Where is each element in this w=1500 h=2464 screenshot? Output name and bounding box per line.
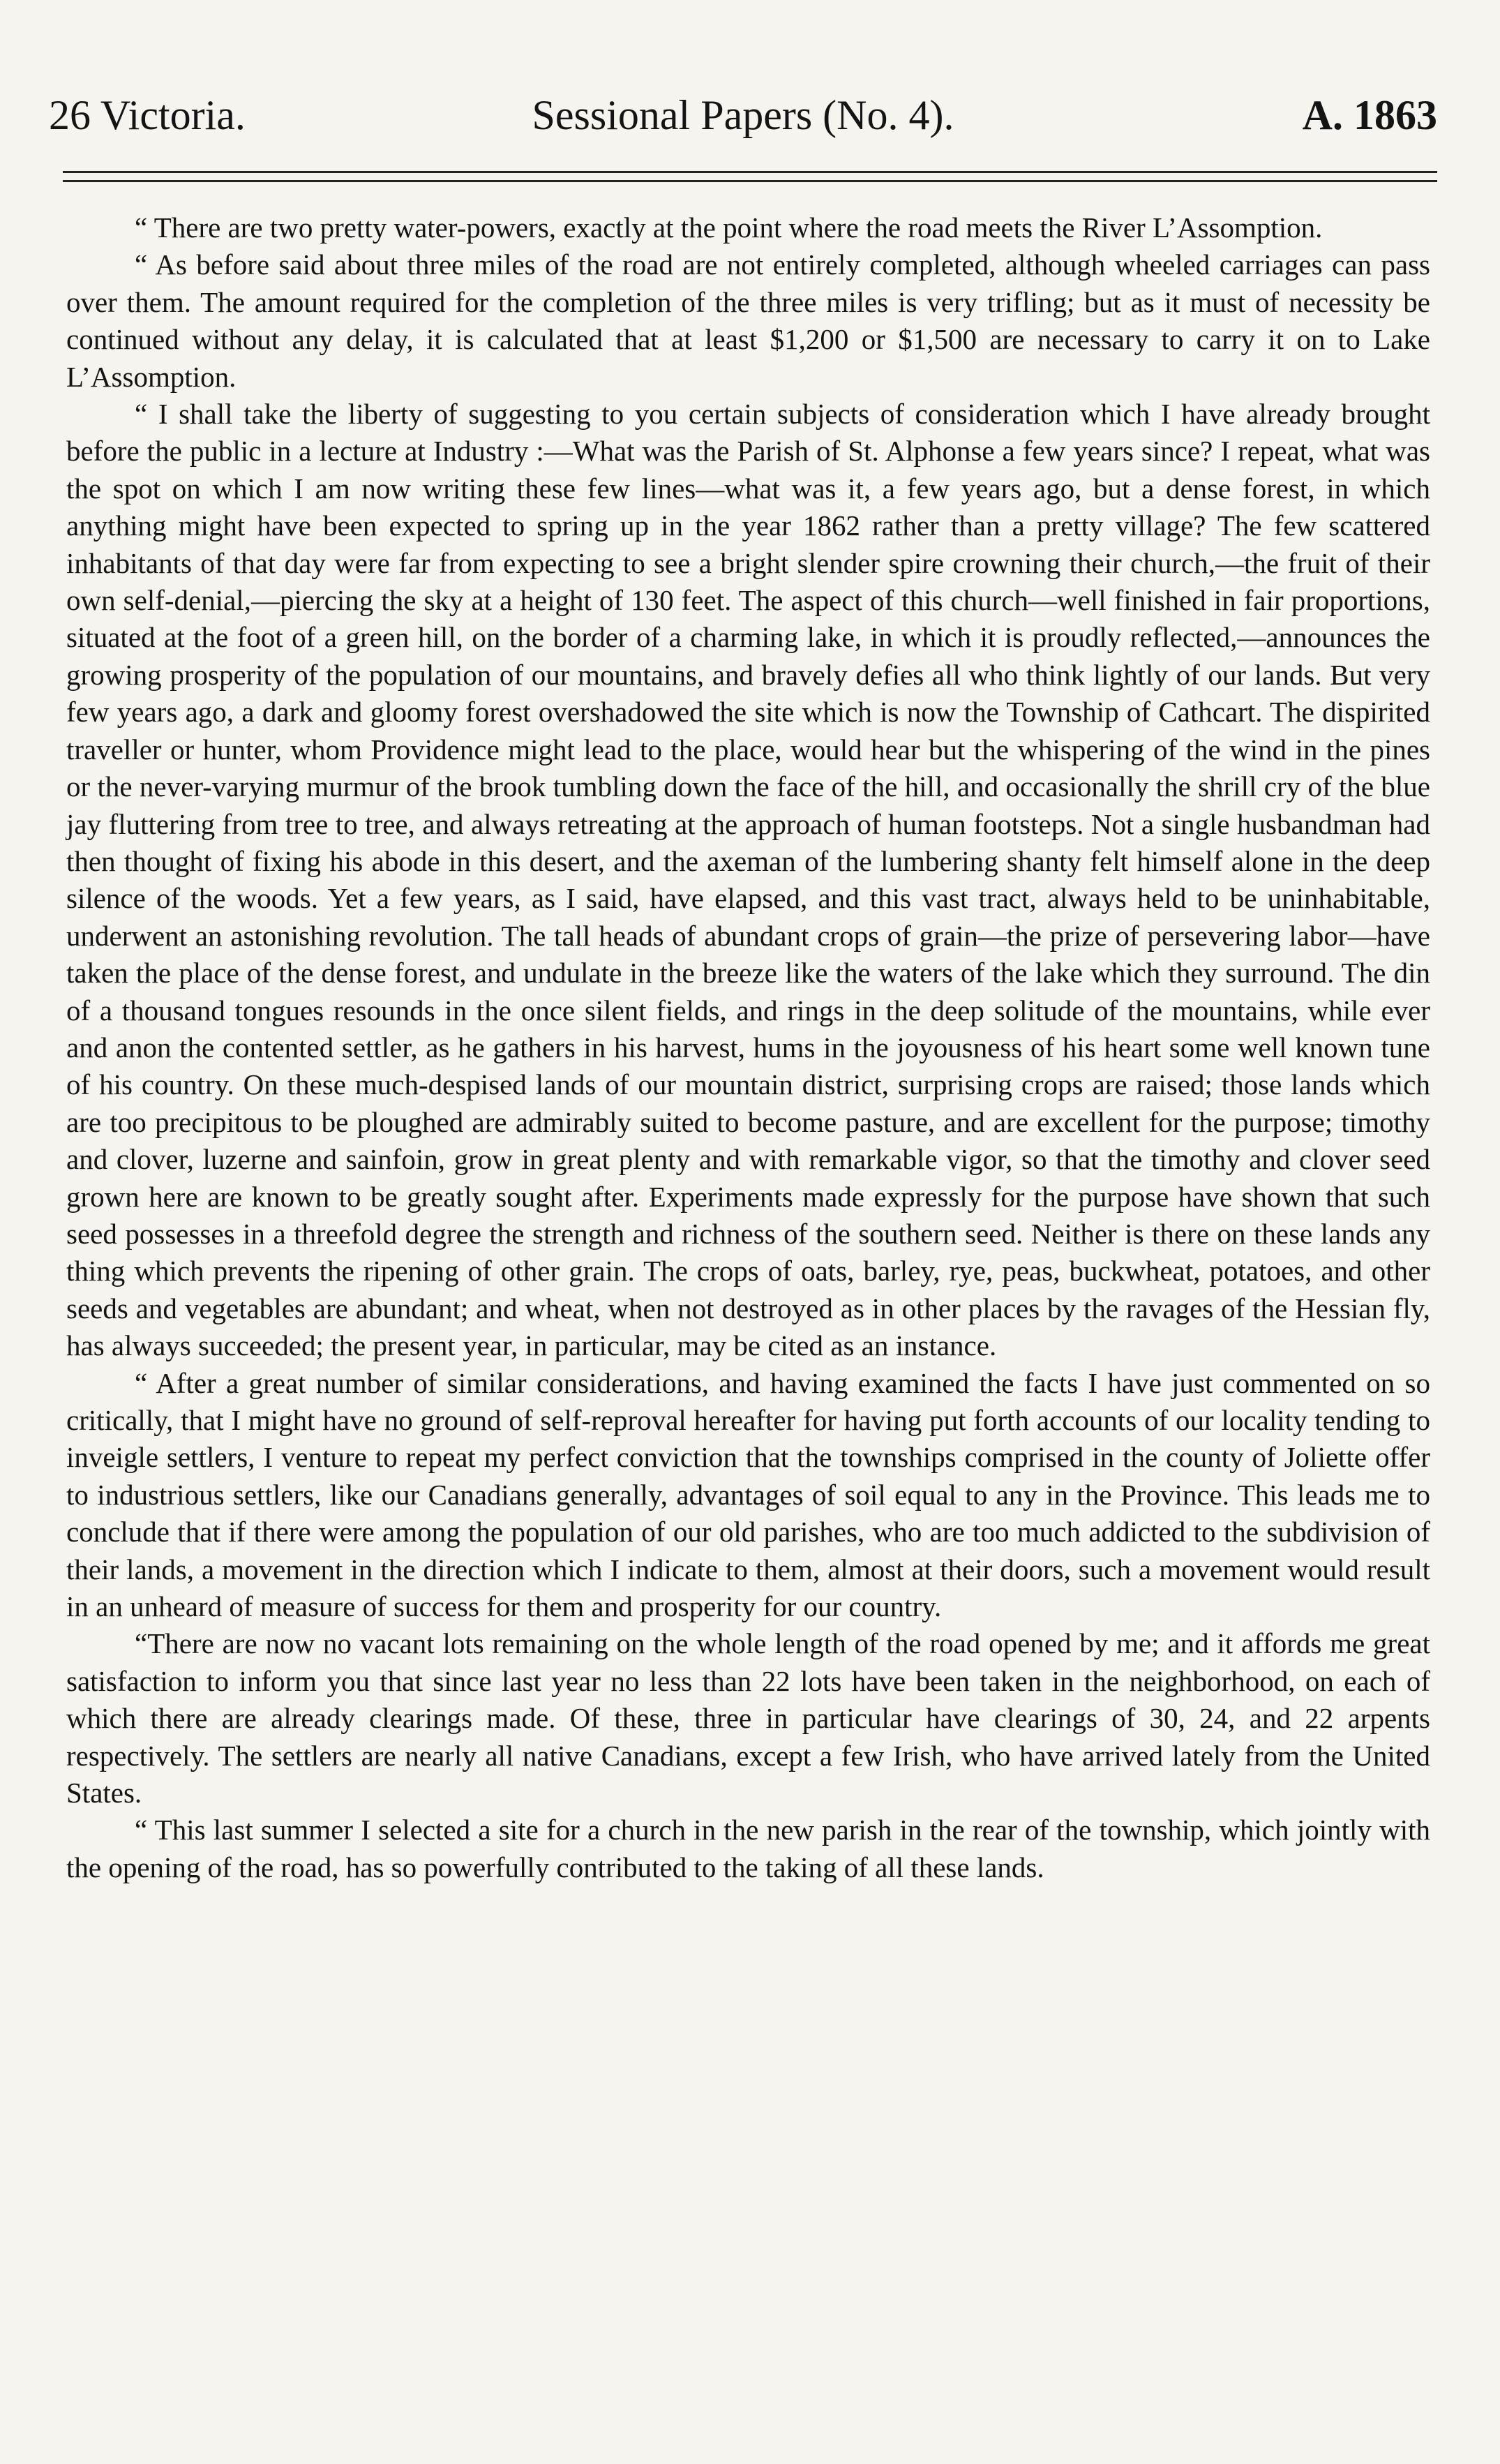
header-volume: 26 Victoria. [49,92,246,138]
paragraph: “ This last summer I selected a site for a church in the new parish in the rear of the township, which jointly with the opening of the road, has so powerfully contributed to the taking of all these lands. [66,1814,1430,1883]
header-year: A. 1863 [1302,92,1437,138]
paragraph: “ There are two pretty water-powers, exactly at the point where the road meets the River L’Assomption. [135,211,1323,244]
header-title: Sessional Papers (No. 4). [532,92,954,138]
paragraph: “There are now no vacant lots remaining on the whole length of the road opened by me; and it affords me great satisfaction to inform you that since last year no less than 22 lots have been taken in the neighborhood, on each of which there are already clearings made. Of these, three in particular have clearings of 30, 24, and 22 arpents respectively. The settlers are nearly all native Canadians, except a few Irish, who have arrived lately from the United States. [66,1627,1430,1809]
body-text [66,209,1430,1886]
paragraph: “ As before said about three miles of the road are not entirely completed, although wheeled carriages can pass over them. The amount required for the completion of the three miles is very trifling; but as it must of necessity be continued without any delay, it is calculated that at least $1,200 or $1,500 are necessary to carry it on to Lake L’Assomption. [66,248,1430,393]
header-rule-top [63,171,1437,173]
header-rule-bottom [63,180,1437,182]
paragraph: “ After a great number of similar considerations, and having examined the facts I have just commented on so critically, that I might have no ground of self-reproval hereafter for having put forth accounts of our locality tending to inveigle settlers, I venture to repeat my perfect conviction that the townships comprised in the county of Joliette offer to industrious settlers, like our Canadians generally, advantages of soil equal to any in the Province. This leads me to conclude that if there were among the population of our old parishes, who are too much addicted to the subdivision of their lands, a movement in the direction which I indicate to them, almost at their doors, such a movement would result in an unheard of measure of success for them and prosperity for our country. [66,1366,1430,1623]
running-header [49,84,1437,147]
paragraph: “ I shall take the liberty of suggesting to you certain subjects of consideration which I have already brought before the public in a lecture at Industry :—What was the Parish of St. Alphonse a few years since? I repeat, what was the spot on which I am now writing these few lines—what was it, a few years ago, but a dense forest, in which anything might have been expected to spring up in the year 1862 rather than a pretty village? The few scattered inhabitants of that day were far from expecting to see a bright slender spire crowning their church,—the fruit of their own self-denial,—piercing the sky at a height of 130 feet. The aspect of this church—well finished in fair proportions, situated at the foot of a green hill, on the border of a charming lake, in which it is proudly reflected,—announces the growing prosperity of the population of our mountains, and bravely defies all who think lightly of our lands. But very few years ago, a dark and gloomy forest overshadowed the site which is now the Township of Cathcart. The dispirited traveller or hunter, whom Providence might lead to the place, would hear but the whispering of the wind in the pines or the never-varying murmur of the brook tumbling down the face of the hill, and occasionally the shrill cry of the blue jay fluttering from tree to tree, and always retreating at the approach of human footsteps. Not a single husbandman had then thought of fixing his abode in this desert, and the axeman of the lumbering shanty felt himself alone in the deep silence of the woods. Yet a few years, as I said, have elapsed, and this vast tract, always held to be uninhabitable, underwent an astonishing revolution. The tall heads of abundant crops of grain—the prize of persevering labor—have taken the place of the dense forest, and undulate in the breeze like the waters of the lake which they surround. The din of a thousand tongues resounds in the once silent fields, and rings in the deep solitude of the mountains, while ever and anon the contented settler, as he gathers in his harvest, hums in the joyousness of his heart some well known tune of his country. On these much-despised lands of our mountain district, surprising crops are raised; those lands which are too precipitous to be ploughed are admirably suited to become pasture, and are excellent for the purpose; timothy and clover, luzerne and sainfoin, grow in great plenty and with remarkable vigor, so that the timothy and clover seed grown here are known to be greatly sought after. Experiments made expressly for the purpose have shown that such seed possesses in a threefold degree the strength and richness of the southern seed. Neither is there on these lands any thing which prevents the ripening of other grain. The crops of oats, barley, rye, peas, buckwheat, potatoes, and other seeds and vegetables are abundant; and wheat, when not destroyed as in other places by the ravages of the Hessian fly, has always succeeded; the present year, in particular, may be cited as an instance. [66,398,1430,1362]
